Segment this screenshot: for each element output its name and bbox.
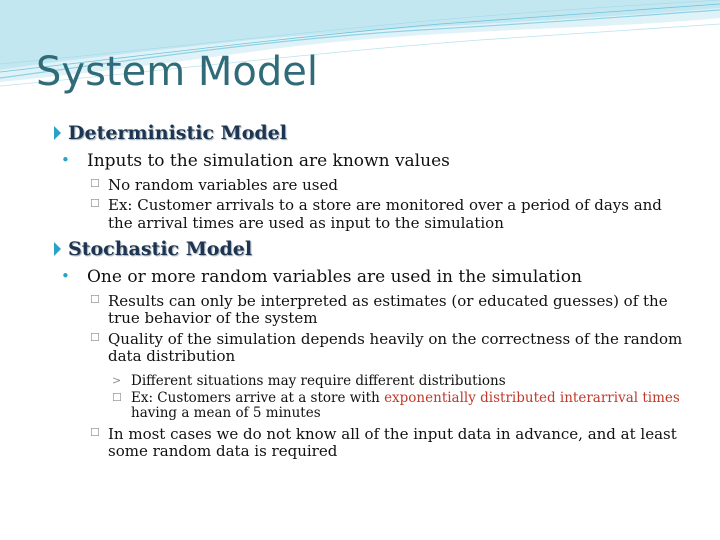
bullet-text: Inputs to the simulation are known values	[87, 150, 450, 171]
subbullet-text: Results can only be interpreted as estimates (or educated guesses) of the true behavior of the system	[108, 292, 668, 328]
section-heading-deterministic	[0, 122, 720, 146]
detail-text-after: having a mean of 5 minutes	[131, 404, 321, 421]
round-bullet-icon: •	[61, 150, 70, 169]
subbullet-estimates	[0, 293, 720, 328]
section-heading-stochastic	[0, 238, 720, 262]
missing-glyph-box-icon: ☐	[90, 330, 100, 344]
subbullet-no-random	[0, 177, 720, 194]
bullet-random-variables	[0, 267, 720, 287]
detail-text-before: Ex: Customers arrive at a store with	[131, 389, 385, 406]
subbullet-input-data	[0, 426, 720, 461]
missing-glyph-box-icon: ☐	[90, 425, 100, 439]
subbullet-text: In most cases we do not know all of the input data in advance, and at least some random data is required	[108, 424, 677, 460]
missing-glyph-box-icon: ☐	[112, 390, 122, 404]
subbullet-quality	[0, 331, 720, 366]
section-heading-text: Deterministic Model	[68, 122, 287, 144]
detail-text: Different situations may require different distributions	[131, 373, 506, 390]
detail-different-distributions	[0, 374, 720, 389]
triangle-arrow-icon	[54, 126, 61, 140]
detail-example-interarrival	[0, 391, 720, 421]
bullet-text: One or more random variables are used in the simulation	[87, 266, 582, 287]
subbullet-text: Ex: Customer arrivals to a store are monitored over a period of days and the arrival times are used as input to the simulation	[108, 196, 662, 232]
chevron-right-icon: >	[112, 374, 122, 388]
bullet-known-inputs	[0, 151, 720, 171]
slide-title: System Model	[36, 49, 318, 95]
triangle-arrow-icon	[54, 242, 61, 256]
missing-glyph-box-icon: ☐	[90, 293, 100, 307]
section-heading-text: Stochastic Model	[68, 237, 253, 260]
missing-glyph-box-icon: ☐	[90, 177, 100, 191]
subbullet-text: Quality of the simulation depends heavily on the correctness of the random data distribution	[108, 329, 683, 365]
round-bullet-icon: •	[61, 266, 70, 285]
missing-glyph-box-icon: ☐	[90, 197, 100, 211]
highlighted-phrase: exponentially distributed interarrival times	[384, 389, 680, 406]
slide-body	[0, 118, 720, 463]
subbullet-text: No random variables are used	[108, 176, 338, 195]
subbullet-customer-arrivals	[0, 197, 720, 232]
